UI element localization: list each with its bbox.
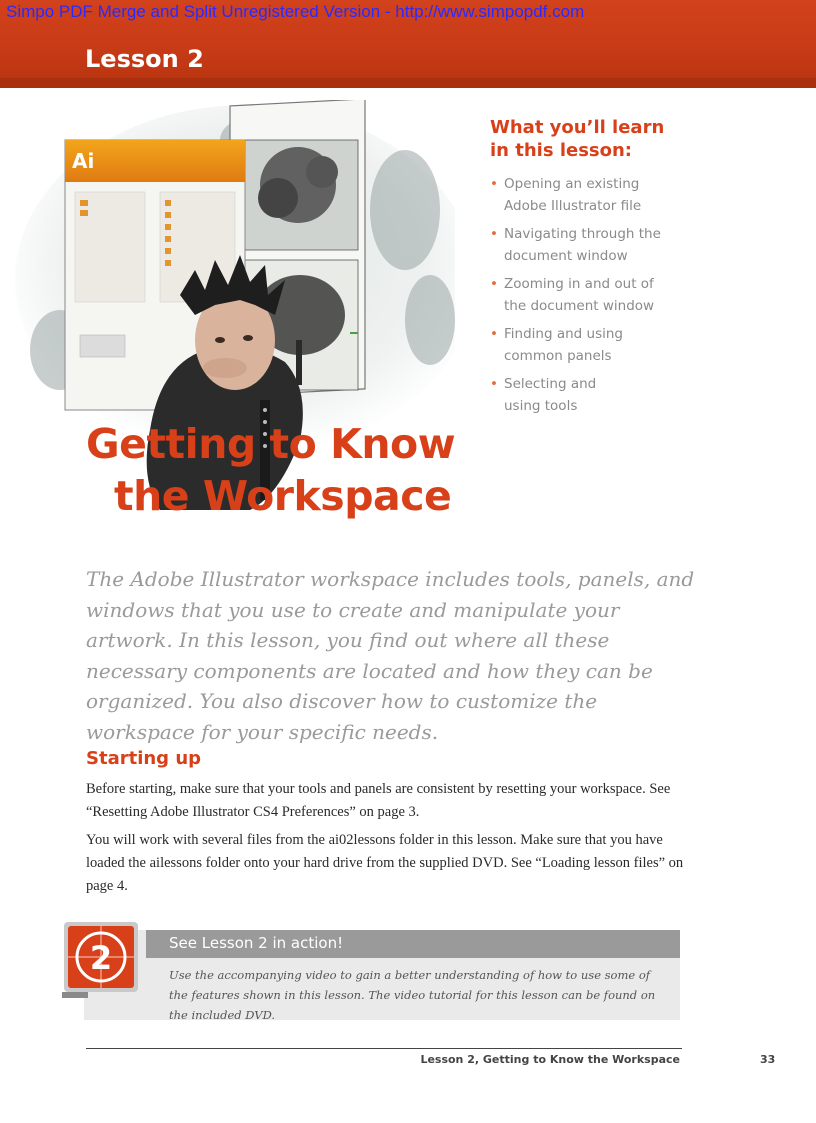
objectives-heading — [490, 116, 790, 162]
ai-logo-text: Ai — [72, 149, 95, 173]
page-number: 33 — [760, 1053, 776, 1066]
callout-title: See Lesson 2 in action! — [169, 934, 344, 952]
intro-paragraph: The Adobe Illustrator workspace includes tools, panels, and windows that you use to create and manipulate your artwork. In this lesson, you find out where all these necessary components are located and how they can be organized. You also discover how to customize the workspace for your specific needs. — [86, 567, 695, 744]
objective-text: Zooming in and out of the document window — [504, 276, 655, 314]
objective-item — [490, 274, 790, 317]
lesson-label: Lesson 2 — [85, 45, 204, 73]
bullet-icon: • — [490, 176, 498, 192]
callout-text: Use the accompanying video to gain a better understanding of how to use some of the features shown in this lesson. The video tutorial for this lesson can be found on the included DVD. — [169, 968, 656, 1022]
footer-rule — [86, 1048, 682, 1049]
watermark-text: Simpo PDF Merge and Split Unregistered Version - http://www.simpopdf.com — [6, 2, 585, 21]
objectives-heading-line-1: What you’ll learn — [490, 117, 665, 138]
bullet-icon: • — [490, 226, 498, 242]
section-heading: Starting up — [86, 748, 202, 769]
lesson-title-line-1: Getting to Know — [86, 420, 456, 468]
objective-text: Finding and using common panels — [504, 326, 623, 364]
badge-number: 2 — [89, 939, 113, 977]
running-footer: Lesson 2, Getting to Know the Workspace — [420, 1053, 680, 1066]
objective-text: Navigating through the document window — [504, 226, 661, 264]
objective-item — [490, 324, 790, 367]
objectives-list — [490, 174, 790, 417]
objective-item — [490, 224, 790, 267]
learning-objectives — [490, 116, 790, 424]
body-paragraph-1: Before starting, make sure that your tools and panels are consistent by resetting your workspace. See “Resetting Adobe Illustrator CS4 Preferences” on page 3. — [86, 781, 671, 820]
objective-text: Selecting and using tools — [504, 376, 597, 414]
bullet-icon: • — [490, 276, 498, 292]
objective-item — [490, 174, 790, 217]
bullet-icon: • — [490, 326, 498, 342]
lesson-title-line-2: the Workspace — [114, 472, 452, 520]
video-callout — [62, 920, 682, 1022]
objectives-heading-line-2: in this lesson: — [490, 140, 633, 161]
body-paragraph-2: You will work with several files from the ai02lessons folder in this lesson. Make sure that you have loaded the ailessons folder onto your hard drive from the supplied DVD. See “Loading lesson files” on page 4. — [86, 832, 684, 894]
film-countdown-icon — [62, 920, 140, 1000]
bullet-icon: • — [490, 376, 498, 392]
header-shade — [0, 78, 816, 88]
objective-text: Opening an existing Adobe Illustrator file — [504, 176, 642, 214]
objective-item — [490, 374, 790, 417]
